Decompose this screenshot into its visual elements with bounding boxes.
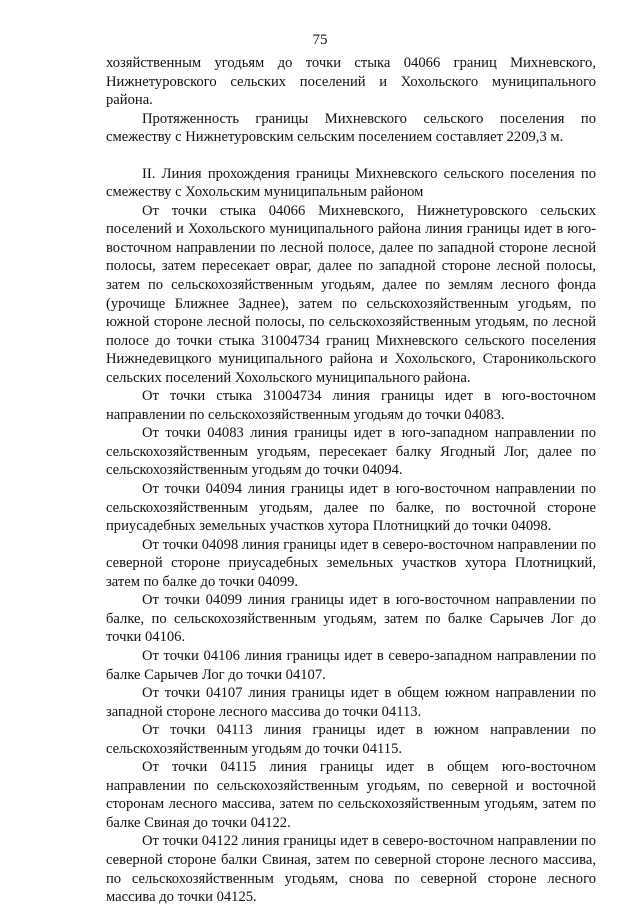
paragraph-continuation: хозяйственным угодьям до точки стыка 04066 границ Михневского, Нижнетуровского сельских поселений и Хохольского муниципального района. <box>106 55 596 109</box>
paragraph: От точки 04122 линия границы идет в северо-восточном направлении по северной стороне балки Свиная, затем по северной стороне лесного массива, по сельскохозяйственным угодьям, снова по северной стороне лесного массива до точки 04125. <box>106 833 596 906</box>
page-number: 75 <box>312 32 328 48</box>
paragraph: От точки стыка 31004734 линия границы идет в юго-восточном направлении по сельскохозяйственным угодьям до точки 04083. <box>106 388 596 423</box>
paragraph: От точки 04113 линия границы идет в южном направлении по сельскохозяйственным угодьям до точки 04115. <box>106 722 596 757</box>
paragraph: От точки 04098 линия границы идет в северо-восточном направлении по северной стороне приусадебных земельных участков хутора Плотницкий, затем по балке до точки 04099. <box>106 536 596 590</box>
paragraph-boundary-length: Протяженность границы Михневского сельского поселения по смежеству с Нижнетуровским сельским поселением составляет 2209,3 м. <box>106 110 596 146</box>
paragraph: От точки 04083 линия границы идет в юго-западном направлении по сельскохозяйственным угодьям, пересекает балку Ягодный Лог, далее по сельскохозяйственным угодьям до точки 04094. <box>106 425 596 479</box>
paragraph: От точки стыка 04066 Михневского, Нижнетуровского сельских поселений и Хохольского муниципального района линия границы идет в юго-восточном направлении по лесной полосе, далее по западной стороне лесной полосы, затем пересекает овраг, далее по западной стороне лесной полосы, затем по сельскохозяйственным угодьям, далее по землям лесного фонда (урочище Ближнее Заднее), затем по сельскохозяйственным угодьям, по южной стороне лесной полосы, по сельскохозяйственным угодьям, по лесной полосе до точки стыка 31004734 границ Михневского сельского поселения Нижнедевицкого муниципального района и Хохольского, Староникольского сельских поселений Хохольского муниципального района. <box>106 202 596 386</box>
section-heading: II. Линия прохождения границы Михневского сельского поселения по смежеству с Хохольским муниципальным районом <box>106 165 596 201</box>
paragraph: От точки 04115 линия границы идет в общем юго-восточном направлении по сельскохозяйственным угодьям, по северной и восточной сторонам лесного массива, затем по сельскохозяйственным угодьям, затем по балке Свиная до точки 04122. <box>106 759 596 831</box>
paragraph: От точки 04099 линия границы идет в юго-восточном направлении по балке, по сельскохозяйственным угодьям, затем по балке Сарычев Лог до точки 04106. <box>106 592 596 646</box>
paragraph: От точки 04094 линия границы идет в юго-восточном направлении по сельскохозяйственным угодьям, далее по балке, по восточной стороне приусадебных земельных участков хутора Плотницкий до точки 04098. <box>106 481 596 535</box>
document-body <box>106 54 596 907</box>
paragraph: От точки 04106 линия границы идет в северо-западном направлении по балке Сарычев Лог до точки 04107. <box>106 647 596 683</box>
paragraph: От точки 04107 линия границы идет в общем южном направлении по западной стороне лесного массива до точки 04113. <box>106 685 596 720</box>
